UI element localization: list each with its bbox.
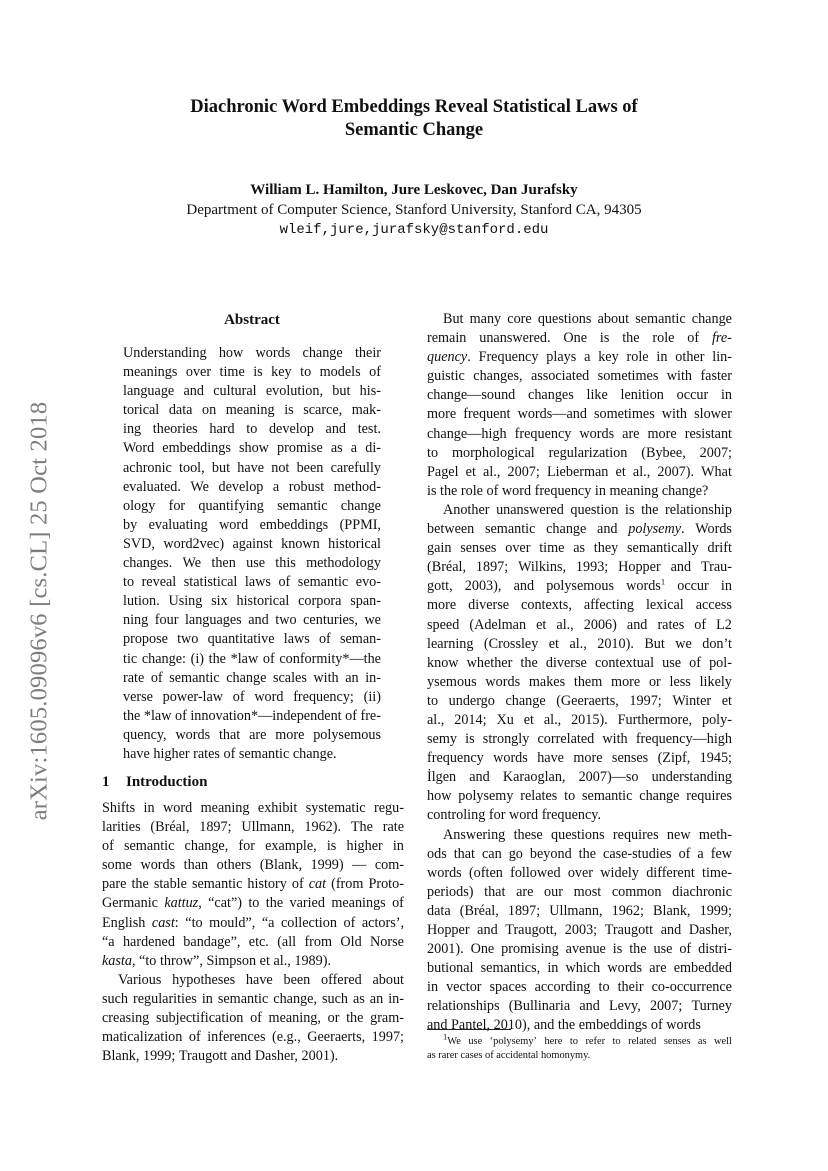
text-line: Answering these questions requires new meth- [443,826,732,843]
text-line: words (often followed over widely different time- [427,864,732,881]
text-line: changes. We then use this methodology [123,555,381,572]
text-line: torical data on meaning is scarce, mak- [123,402,381,419]
text-line: verse power-law of word frequency; (ii) [123,688,381,705]
text-line: learning (Crossley et al., 2010). But we don’t [427,635,732,652]
text-line: relationships (Bullinaria and Levy, 2007; Turney [427,998,732,1015]
footnote-rule [427,1029,511,1030]
text-line: ysemous words makes them more or less likely [427,673,732,690]
text-line: maticalization of inferences (e.g., Geeraerts, 1997; [102,1029,404,1046]
text-line: some words than others (Blank, 1999) — com- [102,857,404,874]
text-line: achronic tool, but have not been carefully [123,459,381,476]
text-line: controling for word frequency. [427,807,602,824]
text-line: remain unanswered. One is the role of fre- [427,330,732,347]
text-line: propose two quantitative laws of seman- [123,631,381,648]
text-line: between semantic change and polysemy. Words [427,521,732,538]
text-line: meanings over time is key to models of [123,364,381,381]
arxiv-identifier: arXiv:1605.09096v6 [cs.CL] 25 Oct 2018 [25,401,53,821]
text-line: in vector spaces according to their co-occurrence [427,979,732,996]
text-line: speed (Adelman et al., 2006) and rates of L2 [427,616,732,633]
author-list: William L. Hamilton, Jure Leskovec, Dan Jurafsky [250,182,578,198]
text-line: of semantic change, for example, is higher in [102,838,404,855]
text-line: pare the stable semantic history of cat (from Proto- [102,876,404,893]
text-line: have higher rates of semantic change. [123,745,337,762]
text-line: Understanding how words change their [123,345,381,361]
text-line: Pagel et al., 2007; Lieberman et al., 2007). What [427,463,732,480]
text-line: change—sound changes like lenition occur in [427,387,732,404]
text-line: creasing subjectification of meaning, or the gram- [102,1010,404,1027]
text-line: frequency words have more senses (Zipf, 1945; [427,750,732,767]
text-line: rate of semantic change scales with an in- [123,669,381,686]
section-number: 1 [102,774,110,790]
text-line: the *law of innovation*—independent of fre- [123,707,381,724]
text-line: such regularities in semantic change, such as an in- [102,990,404,1007]
text-line: data (Bréal, 1897; Ullmann, 1962; Blank, 1999; [427,902,732,919]
text-line: by evaluating word embeddings (PPMI, [123,516,381,533]
text-line: 2001). One promising avenue is the use of distri- [427,941,732,958]
text-line: English cast: “to mould”, “a collection of actors’, [102,914,404,931]
text-line: ology for quantifying semantic change [123,497,381,514]
title-line: Semantic Change [344,120,484,140]
text-line: Hopper and Traugott, 2003; Traugott and Dasher, [427,922,732,938]
affiliation: Department of Computer Science, Stanford University, Stanford CA, 94305 [186,202,642,218]
text-line: al., 2014; Xu et al., 2015). Furthermore, poly- [427,711,732,728]
text-line: evaluated. We develop a robust method- [123,478,381,495]
text-line: know whether the diverse contextual use of pol- [427,654,732,671]
section-title: Introduction [126,774,208,790]
text-line: Germanic kattuz, “cat”) to the varied meanings of [102,895,404,912]
text-line: guistic changes, associated sometimes with faster [427,368,732,385]
text-line: ods that can go beyond the case-studies of a few [427,845,732,862]
abstract-heading: Abstract [224,312,280,328]
left-column-body [102,799,404,1066]
text-line: But many core questions about semantic change [443,311,732,327]
text-line: Blank, 1999; Traugott and Dasher, 2001). [102,1048,339,1065]
text-line: Another unanswered question is the relationship [443,501,732,518]
text-line: SVD, word2vec) against known historical [123,535,381,552]
text-line: more diverse contexts, affecting lexical access [427,597,732,614]
section-heading [102,772,207,792]
text-line: is the role of word frequency in meaning change? [427,482,709,499]
text-line: $^1$We use ‘polysemy’ here to refer to related senses as well [443,1031,732,1047]
right-column-body [427,310,732,1036]
text-line: gott, 2003), and polysemous words$^1$ occur in [427,576,732,595]
text-line: ning four languages and two centuries, we [123,612,381,629]
title-line: Diachronic Word Embeddings Reveal Statistical Laws of [190,97,638,117]
text-line: Shifts in word meaning exhibit systematic regu- [102,800,404,816]
text-line: “a hardened bandage”, etc. (all from Old Norse [102,933,404,950]
text-line: to morphological regularization (Bybee, 2007; [427,444,732,461]
paper-title [130,96,698,142]
text-line: and Pantel, 2010), and the embeddings of words [427,1017,701,1034]
text-line: tic change: (i) the *law of conformity*—the [123,650,381,667]
text-line: as rarer cases of accidental homonymy. [427,1050,591,1061]
text-line: gain senses over time as they semantically drift [427,540,732,557]
text-line: language and cultural evolution, but his- [123,383,381,400]
text-line: to undergo change (Geeraerts, 1997; Winter et [427,692,732,709]
text-line: change—high frequency words are more resistant [427,425,732,442]
footnote [427,1031,732,1063]
text-line: Various hypotheses have been offered about [118,971,404,988]
abstract-body [123,344,381,764]
text-line: quency. Frequency plays a key role in other lin- [427,349,732,366]
text-line: periods) that are our most common diachronic [427,883,732,900]
text-line: kasta, “to throw”, Simpson et al., 1989). [102,952,331,969]
text-line: ing theories hard to develop and test. [123,421,381,438]
text-line: how polysemy relates to semantic change requires [427,788,732,805]
text-line: semy is strongly correlated with frequency—high [427,731,732,748]
author-emails: wleif,jure,jurafsky@stanford.edu [279,222,549,238]
text-line: butional semantics, in which words are embedded [427,960,732,977]
text-line: İlgen and Karaoglan, 2007)—so understanding [427,769,732,786]
text-line: (Bréal, 1897; Wilkins, 1993; Hopper and Trau- [427,559,732,576]
text-line: to reveal statistical laws of semantic evo- [123,574,381,591]
text-line: more frequent words—and sometimes with slower [427,406,732,423]
text-line: lution. Using six historical corpora span- [123,593,381,610]
text-line: larities (Bréal, 1897; Ullmann, 1962). The rate [102,819,404,836]
text-line: quency, words that are more polysemous [123,726,381,743]
text-line: Word embeddings show promise as a di- [123,440,381,457]
